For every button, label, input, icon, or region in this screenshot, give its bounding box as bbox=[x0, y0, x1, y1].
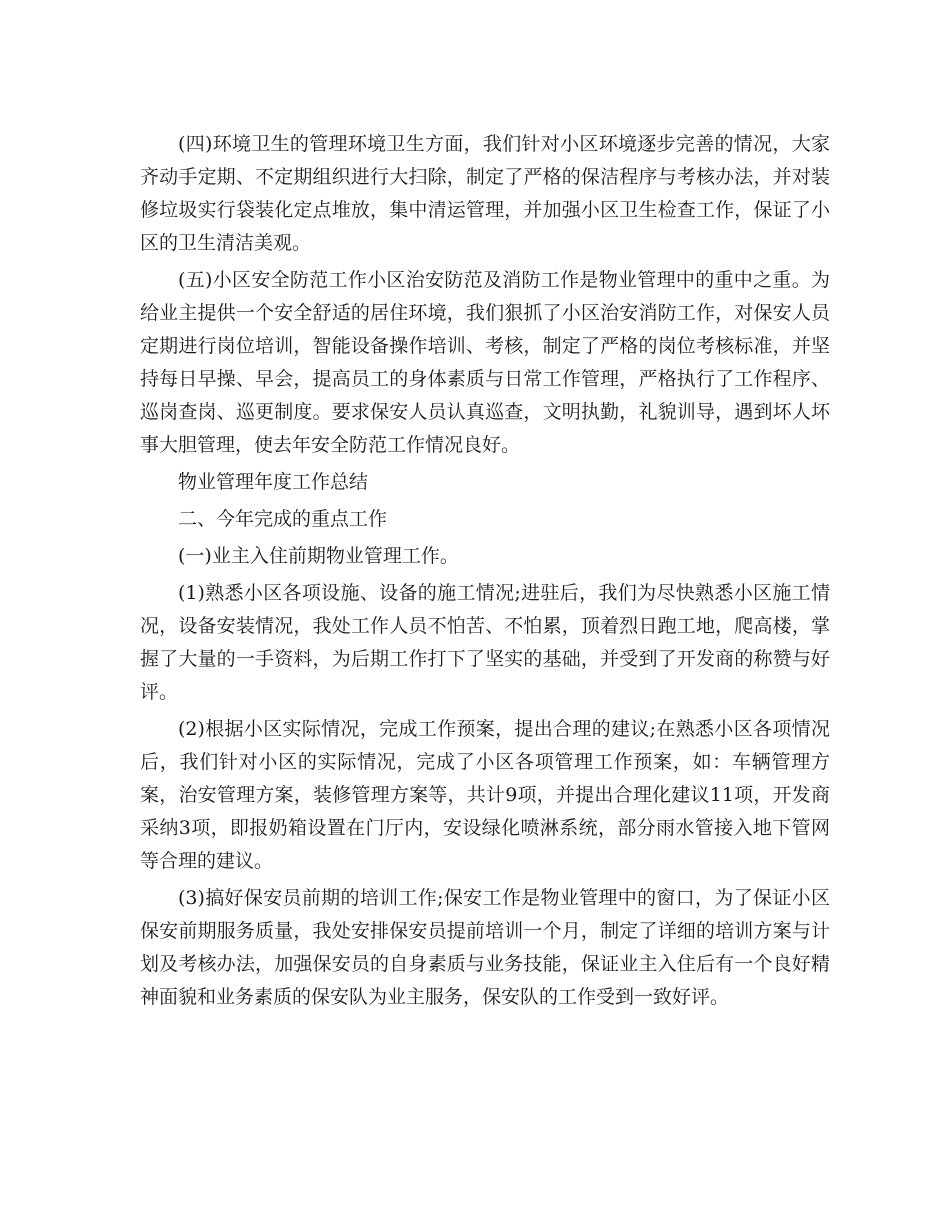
document-body bbox=[140, 128, 830, 1018]
section-heading-key-work: 二、今年完成的重点工作 bbox=[178, 508, 388, 530]
paragraph-security-prevention: (五)小区安全防范工作小区治安防范及消防工作是物业管理中的重中之重。为给业主提供一个安全舒适的居住环境，我们狠抓了小区治安消防工作，对保安人员定期进行岗位培训，智能设备操作培训、考核，制定了严格的岗位考核标准，并坚持每日早操、早会，提高员工的身体素质与日常工作管理，严格执行了工作程序、巡岗查岗、巡更制度。要求保安人员认真巡查，文明执勤，礼貌训导，遇到坏人坏事大胆管理，使去年安全防范工作情况良好。 bbox=[140, 269, 830, 456]
paragraph-work-plans: (2)根据小区实际情况，完成工作预案，提出合理的建议;在熟悉小区各项情况后，我们针对小区的实际情况，完成了小区各项管理工作预案，如：车辆管理方案，治安管理方案，装修管理方案等，共计9项，并提出合理化建议11项，开发商采纳3项，即报奶箱设置在门厅内，安设绿化喷淋系统，部分雨水管接入地下管网等合理的建议。 bbox=[140, 718, 830, 872]
section-heading-annual-summary: 物业管理年度工作总结 bbox=[178, 471, 369, 493]
paragraph-guard-training: (3)搞好保安员前期的培训工作;保安工作是物业管理中的窗口，为了保证小区保安前期服务质量，我处安排保安员提前培训一个月，制定了详细的培训方案与计划及考核办法，加强保安员的自身素质与业务技能，保证业主入住后有一个良好精神面貌和业务素质的保安队为业主服务，保安队的工作受到一致好评。 bbox=[140, 887, 830, 1008]
subheading-pre-occupancy: (一)业主入住前期物业管理工作。 bbox=[178, 545, 459, 567]
paragraph-environment-sanitation: (四)环境卫生的管理环境卫生方面，我们针对小区环境逐步完善的情况，大家齐动手定期、不定期组织进行大扫除，制定了严格的保洁程序与考核办法，并对装修垃圾实行袋装化定点堆放，集中清运管理，并加强小区卫生检查工作，保证了小区的卫生清洁美观。 bbox=[140, 133, 830, 254]
paragraph-facilities-familiarization: (1)熟悉小区各项设施、设备的施工情况;进驻后，我们为尽快熟悉小区施工情况，设备安装情况，我处工作人员不怕苦、不怕累，顶着烈日跑工地，爬高楼，掌握了大量的一手资料，为后期工作打下了坚实的基础，并受到了开发商的称赞与好评。 bbox=[140, 582, 830, 703]
